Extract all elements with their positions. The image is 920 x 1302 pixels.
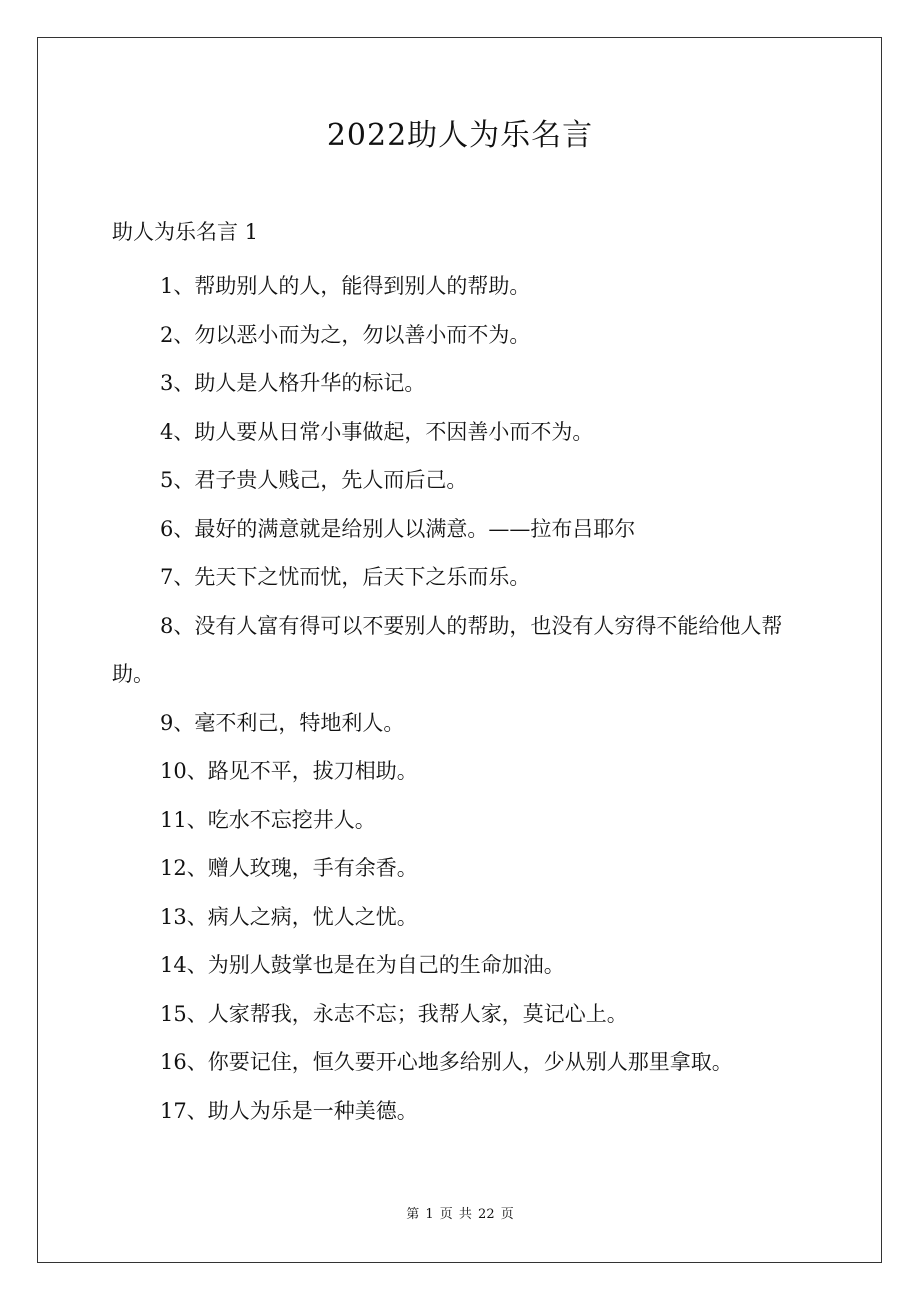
quote-item-10: 10、路见不平，拔刀相助。	[160, 759, 418, 783]
page-title: 2022助人为乐名言	[326, 118, 594, 153]
quote-item-2: 2、勿以恶小而为之，勿以善小而不为。	[160, 322, 531, 347]
page-footer: 第 1 页 共 22 页	[406, 1207, 514, 1222]
quote-item-14: 14、为别人鼓掌也是在为自己的生命加油。	[160, 953, 565, 977]
quote-item-17: 17、助人为乐是一种美德。	[160, 1098, 418, 1123]
quote-item-9: 9、毫不利己，特地利人。	[160, 710, 405, 735]
quote-item-12: 12、赠人玫瑰，手有余香。	[160, 856, 418, 880]
quote-item-11: 11、吃水不忘挖井人。	[160, 807, 376, 832]
section-heading: 助人为乐名言 1	[112, 220, 259, 244]
quote-item-15: 15、人家帮我，永志不忘；我帮人家，莫记心上。	[160, 1001, 628, 1026]
quote-item-1: 1、帮助别人的人，能得到别人的帮助。	[160, 274, 531, 298]
quote-item-6: 6、最好的满意就是给别人以满意。——拉布吕耶尔	[160, 516, 636, 541]
quote-item-7: 7、先天下之忧而忧，后天下之乐而乐。	[160, 565, 531, 589]
quote-item-4: 4、助人要从日常小事做起，不因善小而不为。	[160, 419, 594, 444]
quote-item-5: 5、君子贵人贱己，先人而后己。	[160, 468, 468, 492]
quote-item-16: 16、你要记住，恒久要开心地多给别人，少从别人那里拿取。	[160, 1050, 733, 1074]
quote-list	[112, 262, 812, 1135]
quote-item-8: 8、没有人富有得可以不要别人的帮助，也没有人穷得不能给他人帮助。	[112, 613, 783, 686]
quote-item-13: 13、病人之病，忧人之忧。	[160, 904, 418, 929]
quote-item-3: 3、助人是人格升华的标记。	[160, 371, 426, 395]
